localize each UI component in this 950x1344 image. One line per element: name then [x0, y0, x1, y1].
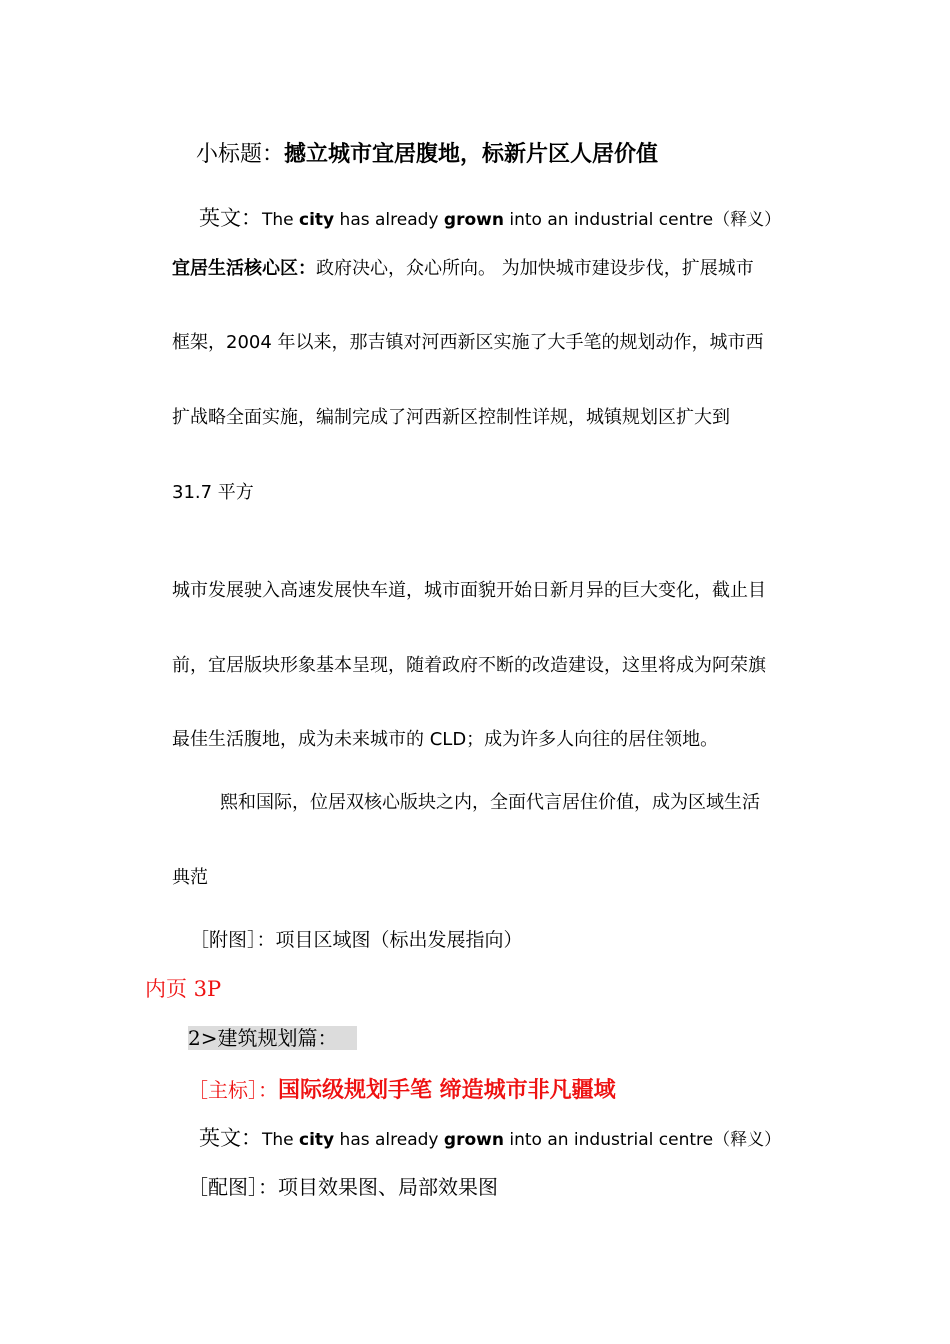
english-bold-grown: grown [443, 210, 504, 230]
english2-bold-grown: grown [443, 1130, 504, 1150]
section-2-heading-line [188, 1022, 357, 1051]
figure-text: 项目效果图、局部效果图 [278, 1175, 498, 1199]
paragraph-2-line-3: 最佳生活腹地，成为未来城市的 CLD；成为许多人向往的居住领地。 [172, 729, 719, 750]
english-text-post: into an industrial centre [503, 210, 714, 230]
english2-bold-city: city [299, 1130, 335, 1150]
english-line-2 [199, 1122, 781, 1152]
paragraph-2-line-2: 前，宜居版块形象基本呈现，随着政府不断的改造建设，这里将成为阿荣旗 [172, 655, 766, 676]
paragraph-3-line-1: 熙和国际，位居双核心版块之内，全面代言居住价值，成为区域生活 [220, 792, 760, 813]
core-label: 宜居生活核心区： [172, 258, 316, 279]
main-title-label: ［主标］： [188, 1078, 278, 1102]
paragraph-1-line-3: 扩战略全面实施，编制完成了河西新区控制性详规，城镇规划区扩大到 [172, 407, 730, 428]
paragraph-1-line-2: 框架，2004 年以来，那吉镇对河西新区实施了大手笔的规划动作，城市西 [172, 332, 764, 353]
page-marker: 内页 3P [145, 977, 222, 1001]
english-text-mid: has already [334, 210, 444, 230]
english-note: （释义） [713, 210, 782, 230]
english-line-1 [199, 202, 781, 232]
paragraph-1-text: 政府决心，众心所向。 为加快城市建设步伐，扩展城市 [316, 258, 754, 279]
main-title-line [188, 1073, 616, 1104]
paragraph-1-line-1 [172, 254, 754, 280]
subtitle-text: 撼立城市宜居腹地，标新片区人居价值 [284, 142, 659, 167]
section-2-heading: 2>建筑规划篇： [188, 1026, 357, 1050]
english-bold-city: city [299, 210, 335, 230]
figure-label: ［配图］： [188, 1175, 278, 1199]
paragraph-1-line-4: 31.7 平方 [172, 482, 254, 503]
english2-note: （释义） [713, 1130, 782, 1150]
english2-text-post: into an industrial centre [503, 1130, 714, 1150]
english-text-pre: The [262, 210, 300, 230]
subtitle-line [196, 137, 658, 168]
paragraph-2-line-1: 城市发展驶入高速发展快车道，城市面貌开始日新月异的巨大变化，截止目 [172, 580, 766, 601]
figure-note-line [188, 1171, 498, 1200]
english2-text-mid: has already [334, 1130, 444, 1150]
paragraph-3-line-2: 典范 [172, 867, 208, 888]
attach-figure-note: ［附图］：项目区域图（标出发展指向） [190, 929, 523, 951]
english2-text-pre: The [262, 1130, 300, 1150]
english-label-2: 英文： [199, 1126, 262, 1150]
english-label: 英文： [199, 206, 262, 230]
subtitle-label: 小标题： [196, 142, 285, 167]
main-title-text: 国际级规划手笔 缔造城市非凡疆域 [278, 1078, 616, 1103]
